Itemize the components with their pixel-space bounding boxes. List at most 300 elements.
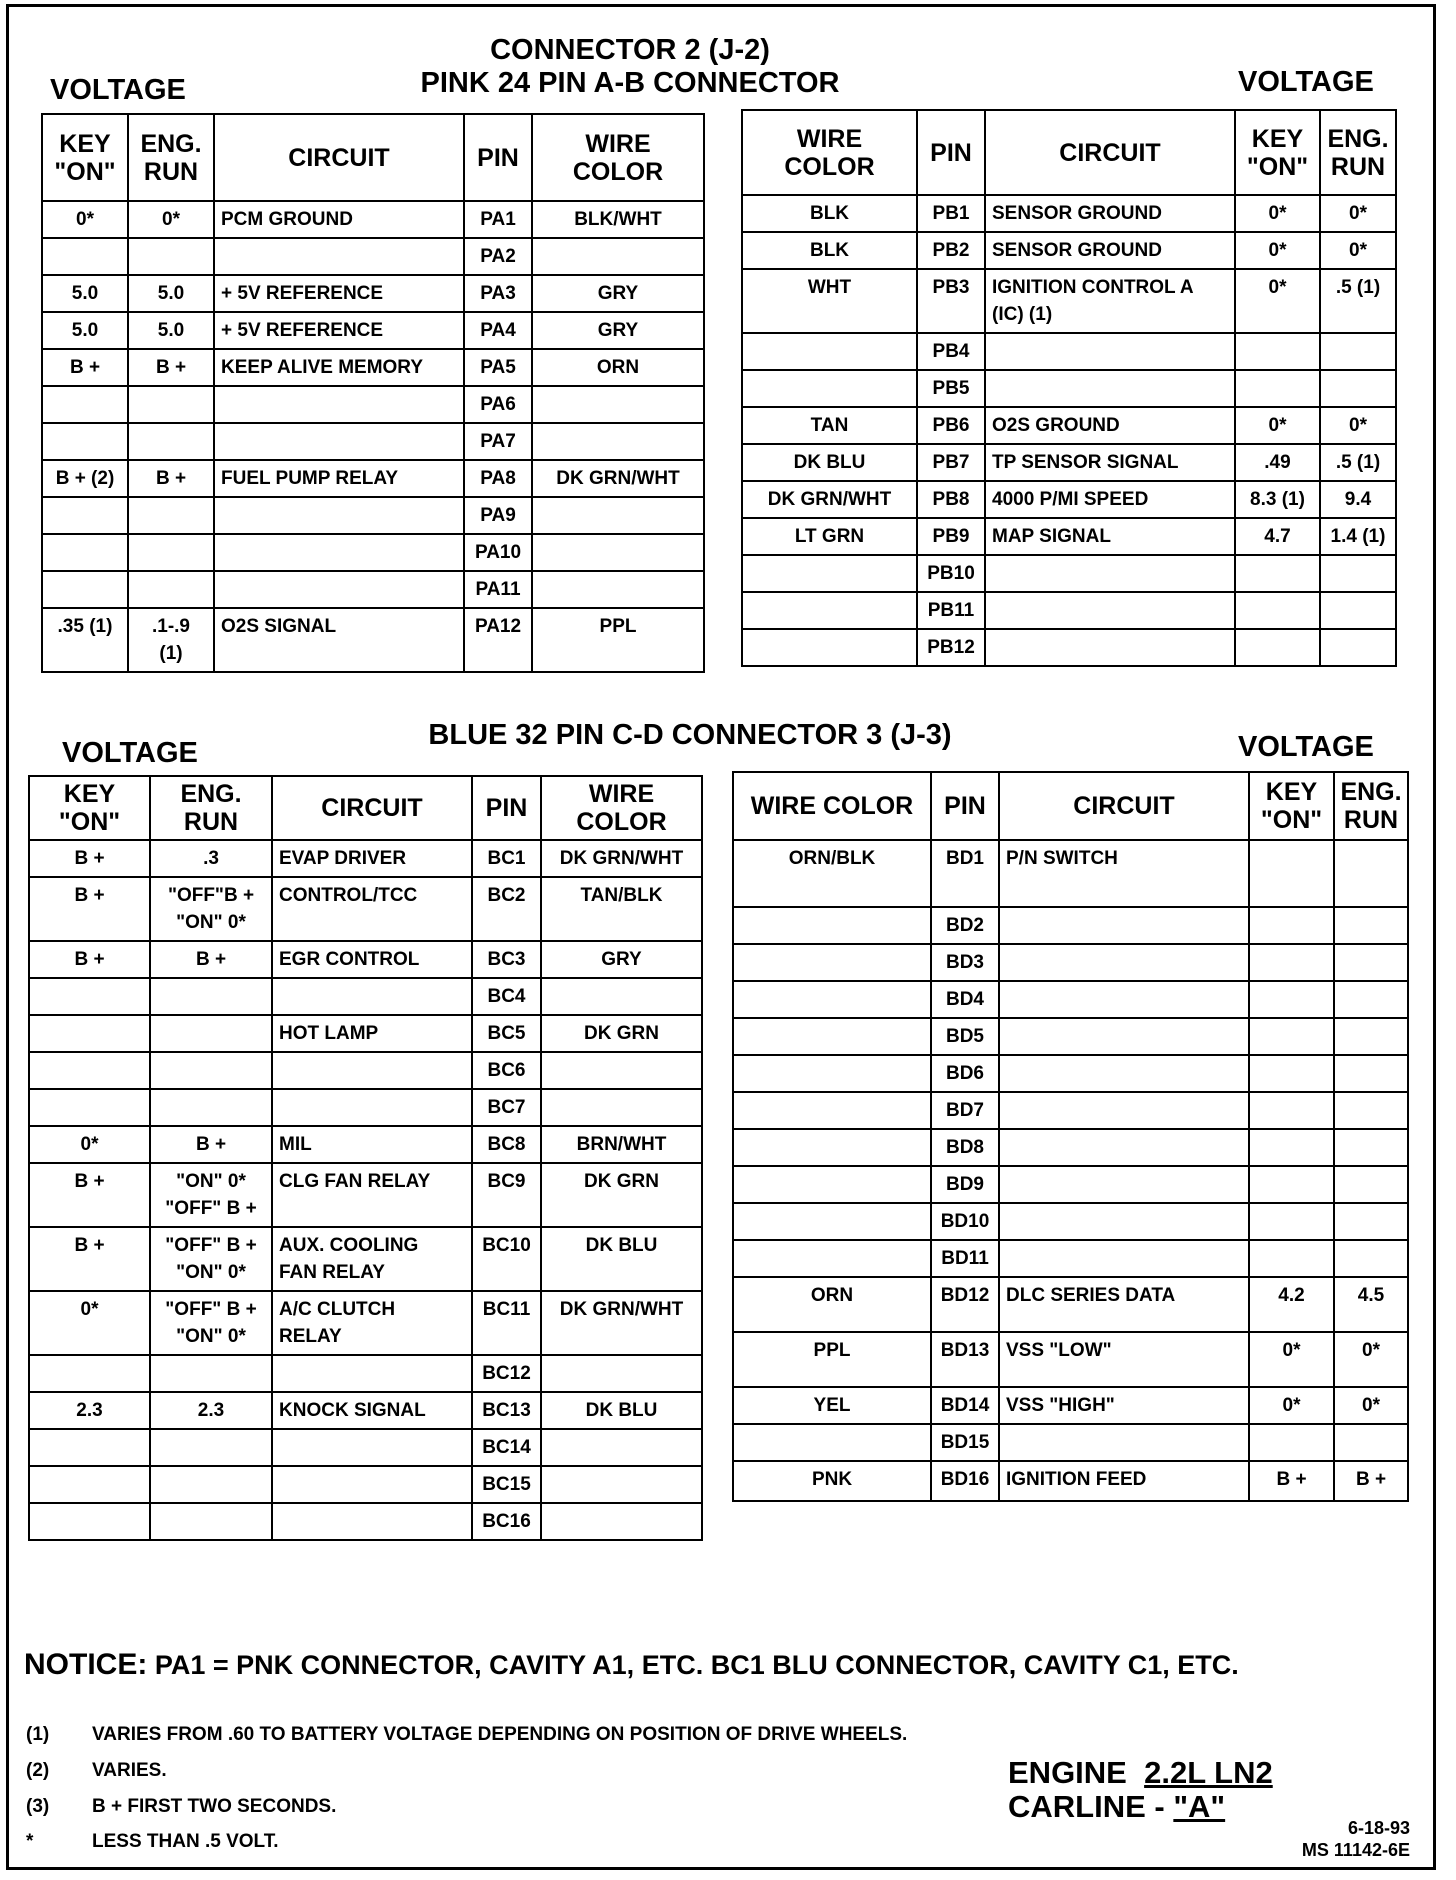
cell-circuit <box>985 555 1235 592</box>
table-row <box>733 1166 1408 1203</box>
table-row <box>742 333 1396 370</box>
cell-wire <box>541 1429 702 1466</box>
cell-key <box>1249 944 1334 981</box>
header-eng-run: ENG. RUN <box>128 114 214 201</box>
cell-pin: BD10 <box>931 1203 999 1240</box>
cell-circuit <box>214 386 464 423</box>
cell-key: 0* <box>1235 232 1320 269</box>
cell-pin: PA12 <box>464 608 532 672</box>
cell-wire: DK GRN/WHT <box>742 481 917 518</box>
header-circuit: CIRCUIT <box>214 114 464 201</box>
cell-circuit <box>999 944 1249 981</box>
engine-label-block <box>1008 1756 1273 1790</box>
table-row <box>733 1055 1408 1092</box>
cell-run: B + <box>150 941 272 978</box>
cell-wire <box>541 1355 702 1392</box>
cell-run: B + <box>128 460 214 497</box>
cell-run <box>1334 1129 1408 1166</box>
cell-run <box>150 1429 272 1466</box>
cell-run: B + <box>128 349 214 386</box>
table-row <box>733 1424 1408 1461</box>
cell-wire <box>532 497 704 534</box>
cell-pin: BD3 <box>931 944 999 981</box>
cell-key: 0* <box>1249 1332 1334 1387</box>
cell-circuit <box>999 1129 1249 1166</box>
cell-run: .5 (1) <box>1320 444 1396 481</box>
cell-pin: PB11 <box>917 592 985 629</box>
cell-wire: PNK <box>733 1461 931 1501</box>
cell-circuit <box>272 1355 472 1392</box>
cell-pin: BC13 <box>472 1392 541 1429</box>
cell-pin: BD6 <box>931 1055 999 1092</box>
cell-run: 1.4 (1) <box>1320 518 1396 555</box>
cell-key <box>1235 592 1320 629</box>
cell-key <box>1249 981 1334 1018</box>
cell-key: B + <box>29 840 150 877</box>
cell-wire <box>532 238 704 275</box>
cell-run: "OFF" B + "ON" 0* <box>150 1227 272 1291</box>
cell-pin: BC12 <box>472 1355 541 1392</box>
table-row <box>42 534 704 571</box>
cell-circuit: CLG FAN RELAY <box>272 1163 472 1227</box>
cell-wire <box>733 907 931 944</box>
cell-circuit <box>999 1018 1249 1055</box>
table-row <box>29 1089 702 1126</box>
cell-key: 0* <box>29 1291 150 1355</box>
bc-header-row <box>29 776 702 840</box>
cell-pin: PB5 <box>917 370 985 407</box>
table-row <box>733 944 1408 981</box>
cell-run <box>1334 1055 1408 1092</box>
header-pin: PIN <box>917 110 985 195</box>
header-wire-color: WIRE COLOR <box>541 776 702 840</box>
cell-pin: BD9 <box>931 1166 999 1203</box>
cell-run: 0* <box>1334 1332 1408 1387</box>
header-pin: PIN <box>931 772 999 840</box>
cell-key: B + <box>29 1163 150 1227</box>
doc-id <box>1302 1817 1410 1861</box>
cell-wire: GRY <box>541 941 702 978</box>
table-row <box>742 269 1396 333</box>
cell-pin: PA11 <box>464 571 532 608</box>
cell-pin: PA2 <box>464 238 532 275</box>
cell-run <box>1334 1203 1408 1240</box>
header-pin: PIN <box>472 776 541 840</box>
cell-pin: PB4 <box>917 333 985 370</box>
cell-pin: PB1 <box>917 195 985 232</box>
table-row <box>742 370 1396 407</box>
table-row <box>42 275 704 312</box>
cell-circuit: O2S GROUND <box>985 407 1235 444</box>
cell-key: 4.7 <box>1235 518 1320 555</box>
cell-pin: BD12 <box>931 1277 999 1332</box>
cell-circuit <box>214 423 464 460</box>
cell-run: B + <box>1334 1461 1408 1501</box>
header-circuit: CIRCUIT <box>985 110 1235 195</box>
cell-pin: PA7 <box>464 423 532 460</box>
footnote-4 <box>26 1831 279 1853</box>
cell-wire <box>742 592 917 629</box>
doc-date: 6-18-93 <box>1347 1818 1410 1838</box>
table-row <box>29 877 702 941</box>
engine-label: ENGINE <box>1008 1755 1127 1790</box>
cell-run: 9.4 <box>1320 481 1396 518</box>
cell-wire: BLK/WHT <box>532 201 704 238</box>
cell-run <box>1320 370 1396 407</box>
cell-pin: PB7 <box>917 444 985 481</box>
header-eng-run: ENG. RUN <box>1320 110 1396 195</box>
cell-key <box>29 1052 150 1089</box>
header-circuit: CIRCUIT <box>999 772 1249 840</box>
cell-wire: YEL <box>733 1387 931 1424</box>
cell-run: 0* <box>1334 1387 1408 1424</box>
cell-key <box>1249 1166 1334 1203</box>
cell-key: B + <box>42 349 128 386</box>
cell-pin: BD1 <box>931 840 999 907</box>
table-row <box>29 1052 702 1089</box>
header-pin: PIN <box>464 114 532 201</box>
cell-wire <box>532 386 704 423</box>
table-row <box>42 386 704 423</box>
bd-header-row <box>733 772 1408 840</box>
cell-pin: PA5 <box>464 349 532 386</box>
cell-run: "OFF"B + "ON" 0* <box>150 877 272 941</box>
cell-wire <box>733 981 931 1018</box>
cell-circuit <box>999 1203 1249 1240</box>
table-row <box>42 571 704 608</box>
cell-key: 0* <box>1235 407 1320 444</box>
cell-run <box>1334 981 1408 1018</box>
table-row <box>29 1227 702 1291</box>
cell-run <box>1334 1092 1408 1129</box>
cell-wire <box>541 1089 702 1126</box>
cell-wire <box>532 571 704 608</box>
cell-wire: PPL <box>532 608 704 672</box>
cell-key <box>29 1015 150 1052</box>
cell-run: 0* <box>1320 407 1396 444</box>
cell-wire <box>742 555 917 592</box>
cell-key: 5.0 <box>42 275 128 312</box>
cell-run <box>1320 333 1396 370</box>
cell-wire <box>733 1166 931 1203</box>
cell-key: 2.3 <box>29 1392 150 1429</box>
cell-key: 5.0 <box>42 312 128 349</box>
pink-connector-title: PINK 24 PIN A-B CONNECTOR <box>420 67 840 99</box>
cell-circuit <box>214 238 464 275</box>
cell-run <box>1334 840 1408 907</box>
cell-wire: BLK <box>742 195 917 232</box>
cell-key <box>29 978 150 1015</box>
cell-run <box>150 978 272 1015</box>
cell-pin: BD4 <box>931 981 999 1018</box>
cell-wire <box>733 1018 931 1055</box>
notice-label: NOTICE: <box>24 1648 148 1681</box>
cell-run: 5.0 <box>128 312 214 349</box>
cell-key: B + <box>29 941 150 978</box>
cell-wire: GRY <box>532 275 704 312</box>
cell-run: "ON" 0* "OFF" B + <box>150 1163 272 1227</box>
cell-run <box>128 238 214 275</box>
table-row <box>42 423 704 460</box>
cell-key: 8.3 (1) <box>1235 481 1320 518</box>
cell-key <box>1235 370 1320 407</box>
cell-circuit: 4000 P/MI SPEED <box>985 481 1235 518</box>
cell-circuit: KEEP ALIVE MEMORY <box>214 349 464 386</box>
cell-pin: PA6 <box>464 386 532 423</box>
table-row <box>742 481 1396 518</box>
cell-key <box>42 571 128 608</box>
cell-run: .5 (1) <box>1320 269 1396 333</box>
table-row <box>742 444 1396 481</box>
header-eng-run: ENG. RUN <box>1334 772 1408 840</box>
cell-key <box>1249 840 1334 907</box>
cell-circuit: MIL <box>272 1126 472 1163</box>
cell-pin: BC7 <box>472 1089 541 1126</box>
cell-key <box>29 1466 150 1503</box>
cell-run <box>1334 1018 1408 1055</box>
cell-pin: BC16 <box>472 1503 541 1540</box>
cell-wire <box>532 423 704 460</box>
cell-key: 0* <box>1249 1387 1334 1424</box>
carline-label: CARLINE - <box>1008 1789 1165 1824</box>
cell-pin: BC4 <box>472 978 541 1015</box>
table-row <box>42 238 704 275</box>
cell-run: 2.3 <box>150 1392 272 1429</box>
cell-run <box>1334 907 1408 944</box>
footnote-mark: * <box>26 1831 34 1852</box>
cell-circuit <box>214 571 464 608</box>
engine-value: 2.2L LN2 <box>1144 1755 1273 1790</box>
cell-key <box>1249 1018 1334 1055</box>
cell-circuit: A/C CLUTCH RELAY <box>272 1291 472 1355</box>
cell-circuit <box>999 1092 1249 1129</box>
pb-header-row <box>742 110 1396 195</box>
cell-pin: BC11 <box>472 1291 541 1355</box>
cell-pin: BD16 <box>931 1461 999 1501</box>
cell-run: 4.5 <box>1334 1277 1408 1332</box>
table-row <box>733 1018 1408 1055</box>
cell-circuit: + 5V REFERENCE <box>214 275 464 312</box>
cell-run <box>128 534 214 571</box>
cell-run: 0* <box>128 201 214 238</box>
cell-circuit <box>214 497 464 534</box>
table-row <box>742 232 1396 269</box>
cell-wire: ORN/BLK <box>733 840 931 907</box>
table-row <box>42 497 704 534</box>
cell-circuit <box>999 1240 1249 1277</box>
cell-key: 0* <box>1235 269 1320 333</box>
cell-pin: BD5 <box>931 1018 999 1055</box>
table-row <box>29 840 702 877</box>
cell-pin: BD14 <box>931 1387 999 1424</box>
voltage-label-pb: VOLTAGE <box>1238 66 1374 98</box>
cell-wire <box>532 534 704 571</box>
cell-wire: DK GRN/WHT <box>541 840 702 877</box>
cell-wire <box>541 1503 702 1540</box>
cell-pin: PA10 <box>464 534 532 571</box>
table-row <box>29 1163 702 1227</box>
cell-wire: ORN <box>532 349 704 386</box>
cell-run <box>128 497 214 534</box>
cell-circuit: PCM GROUND <box>214 201 464 238</box>
pb-pin-table <box>741 109 1397 667</box>
footnote-3 <box>26 1796 336 1818</box>
cell-circuit <box>999 1055 1249 1092</box>
cell-circuit: + 5V REFERENCE <box>214 312 464 349</box>
header-wire-color: WIRE COLOR <box>733 772 931 840</box>
cell-circuit <box>272 1503 472 1540</box>
table-row <box>29 941 702 978</box>
cell-circuit: P/N SWITCH <box>999 840 1249 907</box>
cell-pin: PB2 <box>917 232 985 269</box>
cell-pin: BD15 <box>931 1424 999 1461</box>
cell-pin: BD13 <box>931 1332 999 1387</box>
cell-circuit: KNOCK SIGNAL <box>272 1392 472 1429</box>
cell-wire <box>733 1092 931 1129</box>
footnote-text: LESS THAN .5 VOLT. <box>92 1831 279 1852</box>
cell-wire: BLK <box>742 232 917 269</box>
table-row <box>733 1387 1408 1424</box>
cell-run <box>128 386 214 423</box>
cell-run <box>1320 592 1396 629</box>
cell-run <box>150 1503 272 1540</box>
cell-circuit: IGNITION CONTROL A (IC) (1) <box>985 269 1235 333</box>
voltage-label-pa: VOLTAGE <box>50 74 186 106</box>
cell-wire: PPL <box>733 1332 931 1387</box>
cell-key: 4.2 <box>1249 1277 1334 1332</box>
cell-run <box>150 1015 272 1052</box>
cell-pin: BD11 <box>931 1240 999 1277</box>
cell-run <box>150 1089 272 1126</box>
cell-key: 0* <box>1235 195 1320 232</box>
cell-pin: PA3 <box>464 275 532 312</box>
cell-key <box>1249 1424 1334 1461</box>
cell-wire: DK GRN <box>541 1015 702 1052</box>
header-wire-color: WIRE COLOR <box>742 110 917 195</box>
cell-circuit: TP SENSOR SIGNAL <box>985 444 1235 481</box>
table-row <box>742 518 1396 555</box>
cell-key <box>29 1503 150 1540</box>
cell-wire: ORN <box>733 1277 931 1332</box>
cell-run <box>150 1466 272 1503</box>
cell-pin: BC15 <box>472 1466 541 1503</box>
cell-run: 0* <box>1320 232 1396 269</box>
cell-circuit <box>985 629 1235 666</box>
cell-circuit <box>272 1429 472 1466</box>
cell-pin: PB3 <box>917 269 985 333</box>
cell-circuit <box>985 592 1235 629</box>
cell-pin: PB6 <box>917 407 985 444</box>
cell-run <box>150 1052 272 1089</box>
cell-pin: PA9 <box>464 497 532 534</box>
cell-wire <box>733 1129 931 1166</box>
cell-wire: DK BLU <box>541 1227 702 1291</box>
cell-wire: BRN/WHT <box>541 1126 702 1163</box>
pa-header-row <box>42 114 704 201</box>
bd-pin-table <box>732 771 1409 1502</box>
cell-key: B + <box>29 1227 150 1291</box>
cell-wire <box>541 978 702 1015</box>
table-row <box>42 201 704 238</box>
cell-wire: WHT <box>742 269 917 333</box>
table-row <box>42 460 704 497</box>
table-row <box>733 1240 1408 1277</box>
table-row <box>29 1466 702 1503</box>
cell-run <box>128 571 214 608</box>
notice <box>24 1648 1239 1682</box>
table-row <box>733 1129 1408 1166</box>
cell-wire: GRY <box>532 312 704 349</box>
cell-run: .1-.9 (1) <box>128 608 214 672</box>
cell-pin: BD7 <box>931 1092 999 1129</box>
cell-wire <box>742 370 917 407</box>
table-row <box>29 1392 702 1429</box>
header-key-on: KEY "ON" <box>1235 110 1320 195</box>
cell-key <box>1249 1092 1334 1129</box>
cell-wire <box>733 1055 931 1092</box>
cell-wire: LT GRN <box>742 518 917 555</box>
cell-pin: BC8 <box>472 1126 541 1163</box>
cell-pin: PB10 <box>917 555 985 592</box>
header-eng-run: ENG. RUN <box>150 776 272 840</box>
cell-circuit: SENSOR GROUND <box>985 232 1235 269</box>
cell-circuit <box>272 978 472 1015</box>
cell-circuit <box>985 370 1235 407</box>
cell-key <box>42 497 128 534</box>
cell-key: .35 (1) <box>42 608 128 672</box>
cell-key <box>42 534 128 571</box>
cell-circuit <box>999 1424 1249 1461</box>
table-row <box>733 840 1408 907</box>
table-row <box>733 1092 1408 1129</box>
cell-key <box>1249 1055 1334 1092</box>
cell-key: B + <box>1249 1461 1334 1501</box>
cell-run <box>1320 629 1396 666</box>
cell-key: B + <box>29 877 150 941</box>
cell-circuit <box>214 534 464 571</box>
notice-text: PA1 = PNK CONNECTOR, CAVITY A1, ETC. BC1 BLU CONNECTOR, CAVITY C1, ETC. <box>154 1650 1239 1680</box>
cell-circuit: DLC SERIES DATA <box>999 1277 1249 1332</box>
cell-pin: BC9 <box>472 1163 541 1227</box>
cell-key <box>29 1089 150 1126</box>
cell-pin: PB8 <box>917 481 985 518</box>
cell-run <box>128 423 214 460</box>
cell-circuit: EVAP DRIVER <box>272 840 472 877</box>
carline-block <box>1008 1790 1225 1824</box>
table-row <box>733 1332 1408 1387</box>
cell-key <box>1235 333 1320 370</box>
cell-circuit: SENSOR GROUND <box>985 195 1235 232</box>
footnote-mark: (1) <box>26 1724 50 1745</box>
cell-circuit: VSS "HIGH" <box>999 1387 1249 1424</box>
cell-pin: PB12 <box>917 629 985 666</box>
cell-key: 0* <box>29 1126 150 1163</box>
cell-key <box>1235 629 1320 666</box>
table-row <box>29 1503 702 1540</box>
cell-wire: TAN/BLK <box>541 877 702 941</box>
cell-key: B + (2) <box>42 460 128 497</box>
cell-wire: DK BLU <box>541 1392 702 1429</box>
header-wire-color: WIRE COLOR <box>532 114 704 201</box>
cell-circuit <box>272 1466 472 1503</box>
cell-key: .49 <box>1235 444 1320 481</box>
connector-2-title: CONNECTOR 2 (J-2) <box>490 34 770 66</box>
cell-circuit: HOT LAMP <box>272 1015 472 1052</box>
blue-connector-title: BLUE 32 PIN C-D CONNECTOR 3 (J-3) <box>428 719 952 751</box>
table-row <box>29 1429 702 1466</box>
cell-run: .3 <box>150 840 272 877</box>
voltage-label-bd: VOLTAGE <box>1238 731 1374 763</box>
